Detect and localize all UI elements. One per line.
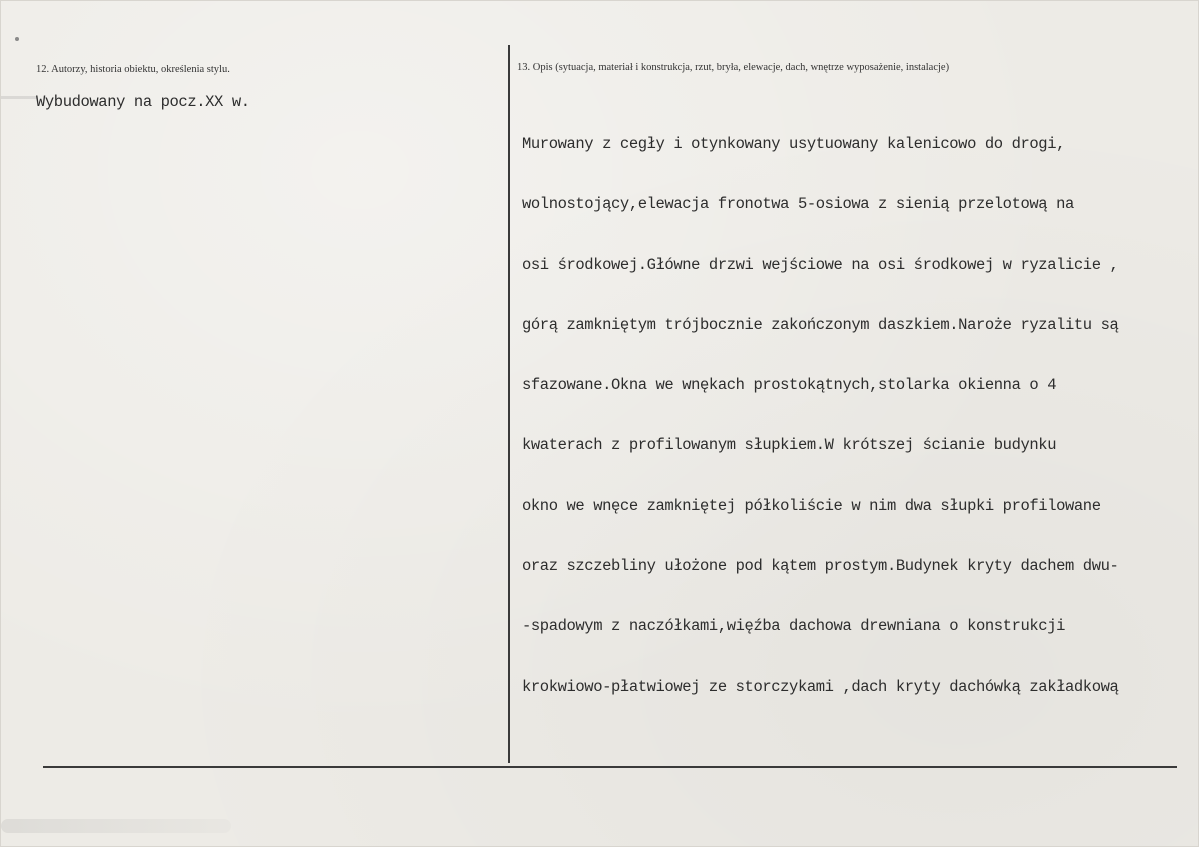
section-12-label: 12. Autorzy, historia obiektu, określenia stylu. [36, 64, 230, 75]
description-line: okno we wnęce zamkniętej półkoliście w nim dwa słupki profilowane [522, 496, 1101, 515]
description-line: Murowany z cegły i otynkowany usytuowany kalenicowo do drogi, [522, 135, 1065, 153]
margin-smudge [1, 96, 37, 99]
vertical-divider [508, 45, 510, 763]
description-line: oraz szczebliny ułożone pod kątem prostym.Budynek kryty dachem dwu- [522, 557, 1119, 576]
description-line: sfazowane.Okna we wnękach prostokątnych,stolarka okienna o 4 [522, 376, 1057, 395]
description-line: górą zamkniętym trójbocznie zakończonym daszkiem.Naroże ryzalitu są [522, 315, 1119, 334]
section-13-description [522, 96, 1199, 735]
punch-mark [15, 37, 19, 41]
horizontal-divider [43, 766, 1177, 768]
description-line: kwaterach z profilowanym słupkiem.W krótszej ścianie budynku [522, 436, 1057, 455]
description-line: krokwiowo-płatwiowej ze storczykami ,dach kryty dachówką zakładkową [522, 677, 1119, 696]
section-13-label: 13. Opis (sytuacja, materiał i konstrukcja, rzut, bryła, elewacje, dach, wnętrze wyposażenie, instalacje) [517, 62, 950, 73]
bottom-smudge [1, 819, 231, 833]
section-12-typed-text: Wybudowany na pocz.XX w. [36, 93, 250, 111]
description-line: osi środkowej.Główne drzwi wejściowe na osi środkowej w ryzalicie , [522, 255, 1119, 274]
description-line: -spadowym z naczółkami,więźba dachowa drewniana o konstrukcji [522, 617, 1065, 636]
description-line: wolnostojący,elewacja fronotwa 5-osiowa z sienią przelotową na [522, 195, 1074, 214]
